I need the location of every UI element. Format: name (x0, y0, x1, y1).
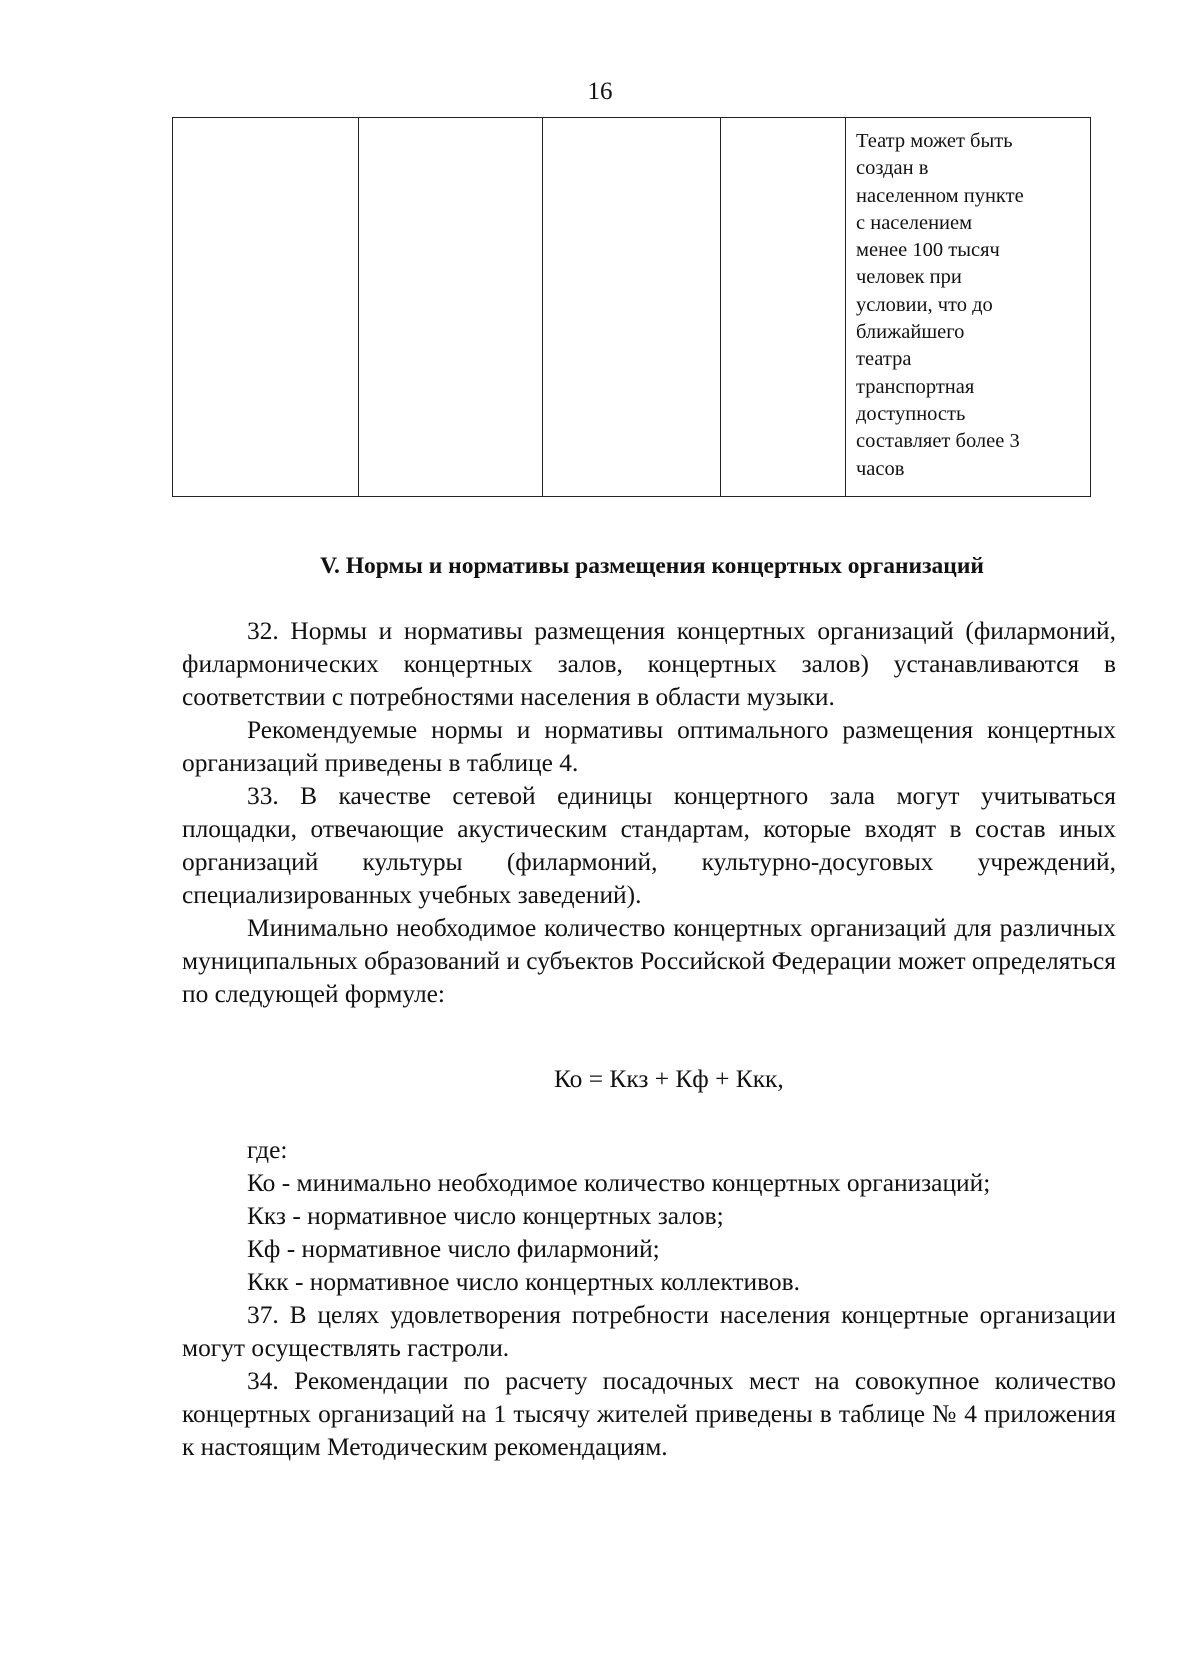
table-cell-note (846, 118, 1091, 497)
table-cell-empty-3 (543, 118, 721, 497)
continued-table (172, 117, 1091, 497)
note-line: менее 100 тысяч (856, 239, 1000, 262)
formula-where: где: (247, 1136, 288, 1164)
definition-ko: Ко - минимально необходимое количество концертных организаций; (247, 1169, 991, 1197)
note-line: ближайшего (856, 321, 965, 344)
paragraph-37: 37. В целях удовлетворения потребности населения концертные организации могут осуществлять гастроли. (182, 1301, 1116, 1362)
note-line: Театр может быть (856, 130, 1013, 152)
formula: Ко = Ккз + Кф + Ккк, (554, 1065, 784, 1093)
page-number: 16 (587, 78, 613, 105)
note-line: доступность (856, 402, 966, 425)
note-line: с населением (856, 211, 973, 234)
definition-kkz: Ккз - нормативное число концертных залов; (247, 1202, 724, 1230)
paragraph-32-recommended: Рекомендуемые нормы и нормативы оптимального размещения концертных организаций приведены в таблице 4. (182, 716, 1116, 777)
paragraph-33-minimum: Минимально необходимое количество концертных организаций для различных муниципальных образований и субъектов Российской Федерации может определяться по следующей формуле: (182, 914, 1116, 1008)
table-row (173, 118, 1091, 497)
table-cell-empty-4 (721, 118, 846, 497)
note-line: населенном пункте (856, 184, 1024, 207)
section-heading: V. Нормы и нормативы размещения концертных организаций (320, 553, 984, 579)
document-body (182, 615, 1116, 1464)
paragraph-33: 33. В качестве сетевой единицы концертного зала могут учитываться площадки, отвечающие акустическим стандартам, которые входят в состав иных организаций культуры (филармоний, культурно-досуговых учреждений, специализированных учебных заведений). (182, 782, 1116, 909)
definition-kf: Кф - нормативное число филармоний; (247, 1235, 660, 1263)
note-line: создан в (856, 157, 929, 180)
note-line: условии, что до (856, 293, 993, 316)
paragraph-32: 32. Нормы и нормативы размещения концертных организаций (филармоний, филармонических концертных залов, концертных залов) устанавливаются в соответствии с потребностями населения в области музыки. (182, 617, 1116, 711)
table-cell-empty-2 (359, 118, 543, 497)
table-cell-empty-1 (173, 118, 359, 497)
note-line: театра (856, 348, 912, 371)
definition-kkk: Ккк - нормативное число концертных коллективов. (247, 1268, 800, 1296)
note-line: человек при (856, 266, 962, 289)
note-line: часов (856, 457, 905, 480)
paragraph-34: 34. Рекомендации по расчету посадочных мест на совокупное количество концертных организаций на 1 тысячу жителей приведены в таблице № 4 приложения к настоящим Методическим рекомендациям. (182, 1367, 1116, 1461)
note-line: составляет более 3 (856, 430, 1020, 453)
note-line: транспортная (856, 375, 975, 398)
